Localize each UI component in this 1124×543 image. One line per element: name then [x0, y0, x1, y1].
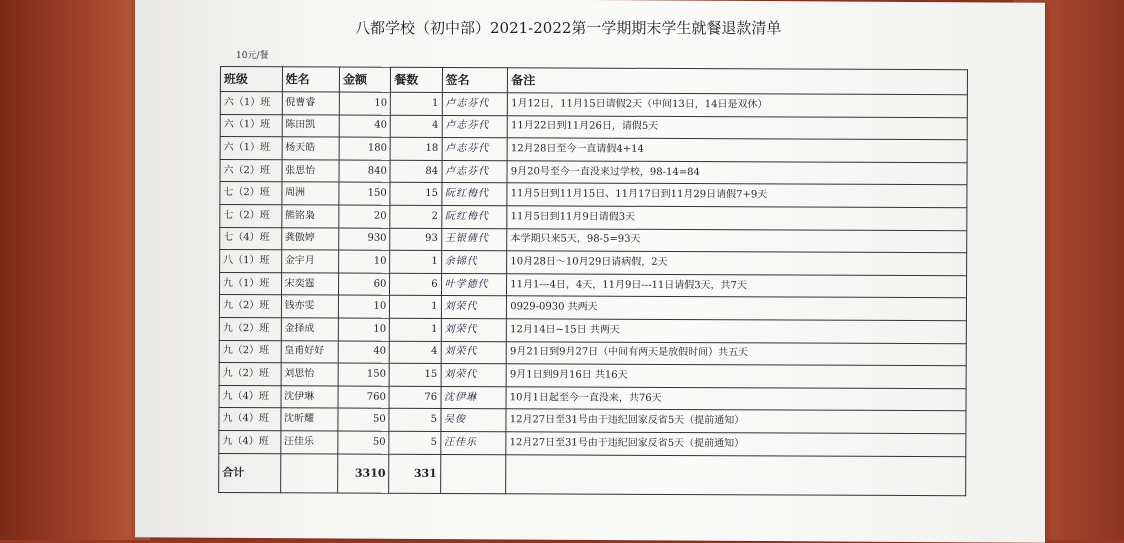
cell-note: 12月28日至今一直请假4+14 [507, 138, 967, 163]
cell-class: 九（1）班 [220, 272, 282, 295]
cell-meals: 84 [390, 160, 441, 183]
cell-amount: 150 [339, 182, 390, 205]
cell-signature: 汪佳乐 [440, 431, 506, 454]
table-row [220, 204, 967, 230]
cell-signature: 刘荣代 [441, 364, 507, 387]
header-signature: 签名 [442, 67, 508, 92]
cell-note: 11月5日到11月9日请假3天 [507, 206, 967, 231]
cell-signature: 刘荣代 [441, 318, 507, 341]
cell-note: 9月20号至今一直没来过学校，98-14=84 [507, 161, 967, 186]
cell-note: 9月21日到9月27日（中间有两天是放假时间）共五天 [506, 341, 966, 366]
cell-meals: 1 [390, 250, 441, 273]
cell-class: 六（1）班 [220, 137, 282, 160]
cell-amount: 150 [338, 363, 389, 386]
cell-amount: 10 [338, 318, 389, 341]
total-amount: 3310 [338, 454, 389, 493]
cell-class: 六（1）班 [220, 92, 282, 115]
cell-signature: 沈伊琳 [441, 386, 507, 409]
table-row [219, 408, 966, 434]
cell-note: 本学期只来5天，98-5=93天 [507, 228, 967, 253]
cell-note: 12月27日至31号由于违纪回家反省5天（提前通知） [506, 409, 966, 434]
cell-note: 9月1日到9月16日 共16天 [506, 364, 966, 389]
cell-signature: 吴俊 [441, 409, 507, 432]
cell-class: 七（2）班 [220, 204, 282, 227]
cell-amount: 10 [339, 92, 390, 115]
header-row [220, 67, 967, 95]
cell-name: 杨天皓 [282, 137, 340, 160]
table-row [219, 363, 966, 389]
cell-signature: 王银倩代 [441, 228, 507, 251]
cell-amount: 40 [338, 341, 389, 364]
cell-meals: 18 [390, 137, 441, 160]
table-row [219, 340, 966, 366]
refund-table [218, 66, 968, 496]
cell-amount: 840 [339, 160, 390, 183]
table-row [220, 227, 967, 253]
table-row [219, 317, 966, 343]
cell-name: 金宇月 [281, 250, 339, 273]
cell-class: 七（4）班 [220, 227, 282, 250]
cell-amount: 760 [338, 386, 389, 409]
table-row [220, 272, 967, 298]
cell-amount: 40 [339, 115, 390, 138]
cell-name: 沈伊琳 [281, 385, 339, 408]
table-row [219, 295, 966, 321]
table-body [219, 92, 968, 457]
cell-signature: 卢志芬代 [442, 115, 508, 138]
cell-class: 八（1）班 [220, 250, 282, 273]
cell-meals: 15 [389, 363, 440, 386]
cell-signature: 卢志芬代 [442, 138, 508, 161]
cell-class: 六（1）班 [220, 114, 282, 137]
cell-meals: 76 [389, 386, 440, 409]
cell-name: 金择成 [281, 318, 339, 341]
table-row [220, 114, 967, 140]
cell-meals: 5 [389, 431, 440, 454]
header-amount: 金额 [339, 67, 390, 92]
cell-name: 陈田凯 [282, 114, 340, 137]
cell-note: 12月27日至31号由于违纪回家反省5天（提前通知） [506, 432, 966, 457]
cell-class: 六（2）班 [220, 159, 282, 182]
cell-name: 皇甫好好 [281, 340, 339, 363]
cell-signature: 阮红梅代 [442, 183, 508, 206]
cell-note: 0929-0930 共两天 [507, 296, 967, 321]
total-meals: 331 [389, 454, 440, 493]
table-row [220, 137, 967, 163]
cell-meals: 15 [390, 183, 441, 206]
cell-name: 周洲 [281, 182, 339, 205]
cell-class: 九（4）班 [219, 385, 281, 408]
cell-amount: 50 [338, 408, 389, 431]
cell-amount: 50 [338, 431, 389, 454]
cell-note: 10月28日～10月29日请病假，2天 [507, 251, 967, 276]
cell-meals: 2 [390, 205, 441, 228]
table-row [220, 182, 967, 208]
cell-name: 刘思怡 [281, 363, 339, 386]
cell-meals: 6 [390, 273, 441, 296]
cell-signature: 阮红梅代 [441, 205, 507, 228]
cell-name: 张思怡 [282, 160, 340, 183]
header-class: 班级 [220, 67, 282, 92]
cell-meals: 93 [390, 228, 441, 251]
cell-signature: 余锦代 [441, 251, 507, 274]
cell-name: 宋奕霆 [281, 273, 339, 296]
cell-name: 钱亦雯 [281, 295, 339, 318]
cell-note: 11月1---4日，4天，11月9日---11日请假3天，共7天 [507, 274, 967, 299]
total-empty [506, 454, 966, 495]
cell-note: 1月12日，11月15日请假2天（中间13日，14日是双休） [508, 93, 968, 118]
cell-signature: 叶学德代 [441, 273, 507, 296]
cell-meals: 1 [390, 318, 441, 341]
cell-signature: 刘荣代 [441, 341, 507, 364]
cell-note: 10月1日起至今一直没来，共76天 [506, 386, 966, 411]
cell-amount: 10 [339, 250, 390, 273]
table-row [220, 92, 967, 118]
cell-meals: 1 [390, 296, 441, 319]
cell-class: 七（2）班 [220, 182, 282, 205]
total-empty [440, 454, 506, 493]
cell-meals: 4 [390, 341, 441, 364]
cell-amount: 180 [339, 137, 390, 160]
cell-class: 九（2）班 [219, 340, 281, 363]
cell-class: 九（4）班 [219, 408, 281, 431]
cell-note: 12月14日~15日 共两天 [507, 319, 967, 344]
cell-class: 九（4）班 [219, 430, 281, 453]
cell-amount: 10 [338, 295, 389, 318]
cell-amount: 930 [339, 228, 390, 251]
cell-name: 熊铭枭 [281, 205, 339, 228]
cell-name: 倪曹睿 [282, 92, 340, 115]
cell-note: 11月22日到11月26日，请假5天 [507, 115, 967, 140]
table-row [219, 430, 966, 456]
table-row [220, 159, 967, 185]
cell-note: 11月5日到11月15日、11月17日到11月29日请假7+9天 [507, 183, 967, 208]
cell-name: 龚傲婷 [281, 227, 339, 250]
cell-signature: 刘荣代 [441, 296, 507, 319]
cell-name: 汪佳乐 [280, 431, 338, 454]
cell-class: 九（2）班 [219, 317, 281, 340]
cell-amount: 20 [339, 205, 390, 228]
cell-signature: 卢志芬代 [442, 160, 508, 183]
header-meals: 餐数 [391, 67, 442, 92]
background-left [0, 0, 150, 540]
cell-meals: 1 [391, 92, 442, 115]
table-row [220, 250, 967, 276]
header-note: 备注 [508, 68, 968, 95]
cell-class: 九（2）班 [219, 363, 281, 386]
document-title: 八都学校（初中部）2021-2022第一学期期末学生就餐退款清单 [355, 19, 782, 37]
unit-price-label: 10元/餐 [236, 51, 269, 61]
total-label: 合计 [219, 453, 281, 492]
cell-meals: 5 [389, 409, 440, 432]
total-empty [280, 453, 338, 492]
cell-amount: 60 [339, 273, 390, 296]
cell-meals: 4 [391, 115, 442, 138]
cell-name: 沈昕耀 [280, 408, 338, 431]
cell-class: 九（2）班 [219, 295, 281, 318]
total-row [219, 453, 966, 495]
table-row [219, 385, 966, 411]
header-name: 姓名 [282, 67, 340, 92]
cell-signature: 卢志芬代 [442, 92, 508, 115]
